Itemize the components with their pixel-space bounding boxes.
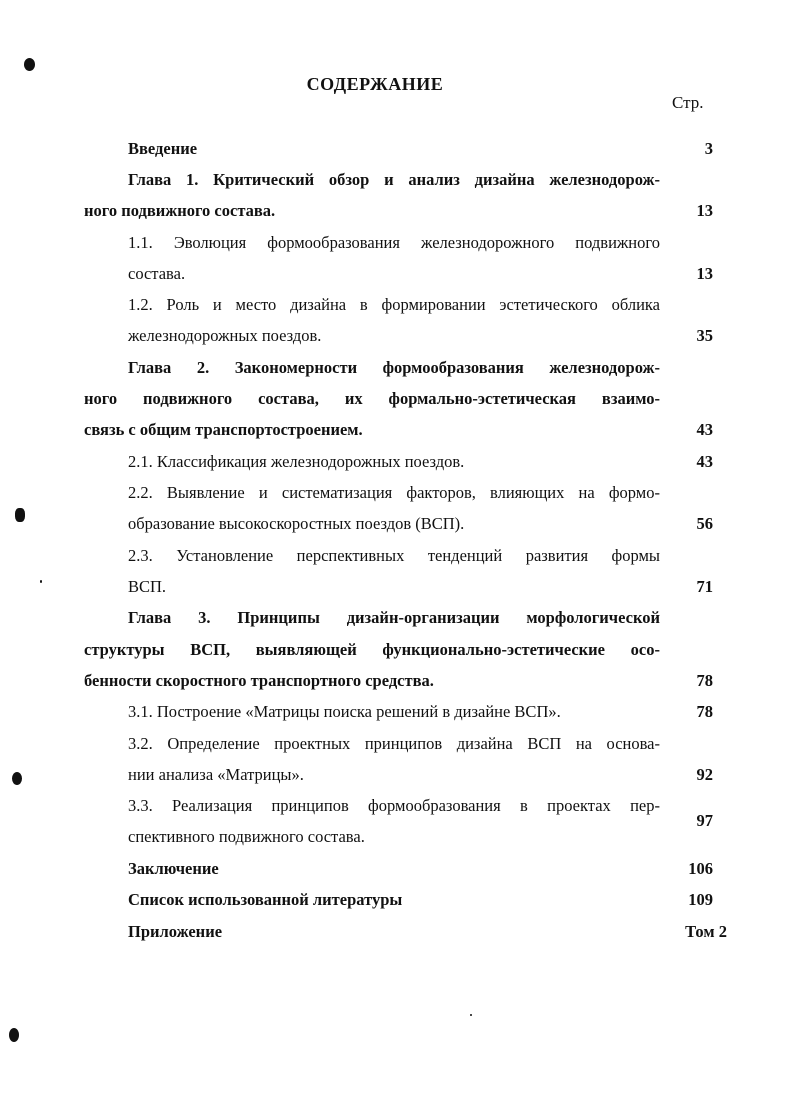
- toc-page-number: 13: [696, 264, 713, 283]
- toc-page-number: 13: [696, 201, 713, 220]
- toc-entry-line: спективного подвижного состава.: [128, 827, 365, 846]
- toc-entry-line: Глава 3. Принципы дизайн-организации морфологической: [128, 608, 660, 627]
- scan-speck: [12, 772, 22, 785]
- toc-entry-line: связь с общим транспортостроением.: [84, 420, 363, 439]
- scan-speck: [40, 580, 42, 583]
- toc-entry-line: нии анализа «Матрицы».: [128, 765, 304, 784]
- toc-entry-line: 2.1. Классификация железнодорожных поездов.: [128, 452, 465, 471]
- toc-page-number: 35: [696, 326, 713, 345]
- toc-entry-line: Глава 2. Закономерности формообразования железнодорож-: [128, 358, 660, 377]
- page-title: СОДЕРЖАНИЕ: [306, 74, 444, 94]
- toc-page-number: 97: [696, 811, 713, 830]
- toc-entry-line: ного подвижного состава, их формально-эстетическая взаимо-: [84, 389, 660, 408]
- toc-entry-line: железнодорожных поездов.: [128, 326, 322, 345]
- toc-entry-line: 1.2. Роль и место дизайна в формировании эстетического облика: [128, 295, 660, 314]
- toc-entry-line: структуры ВСП, выявляющей функционально-эстетические осо-: [84, 640, 660, 659]
- toc-entry-line: Заключение: [128, 859, 219, 878]
- toc-page-number: 71: [696, 577, 713, 596]
- toc-page-number: 43: [696, 420, 713, 439]
- scan-speck: [9, 1028, 19, 1042]
- toc-page-number: 109: [688, 890, 713, 909]
- toc-entry-line: Глава 1. Критический обзор и анализ дизайна железнодорож-: [128, 170, 660, 189]
- toc-entry-line: образование высокоскоростных поездов (ВСП).: [128, 514, 465, 533]
- toc-page-number: 56: [696, 514, 713, 533]
- scan-speck: [24, 58, 35, 71]
- page-column-header: Стр.: [672, 93, 704, 112]
- toc-entry-line: 3.2. Определение проектных принципов дизайна ВСП на основа-: [128, 734, 660, 753]
- toc-page-number: Том 2: [685, 922, 727, 941]
- toc-entry-line: 3.3. Реализация принципов формообразования в проектах пер-: [128, 796, 660, 815]
- toc-entry-line: 3.1. Построение «Матрицы поиска решений в дизайне ВСП».: [128, 702, 561, 721]
- scan-speck: [470, 1014, 472, 1016]
- toc-page-number: 106: [688, 859, 713, 878]
- toc-entry-line: ВСП.: [128, 577, 167, 596]
- toc-entry-line: Приложение: [128, 922, 223, 941]
- toc-entry-line: ного подвижного состава.: [84, 201, 276, 220]
- toc-entry-line: Список использованной литературы: [128, 890, 403, 909]
- toc-entry-line: состава.: [128, 264, 186, 283]
- toc-page-number: 3: [704, 139, 713, 158]
- toc-entry-line: 2.2. Выявление и систематизация факторов, влияющих на формо-: [128, 483, 660, 502]
- toc-entry-line: 1.1. Эволюция формообразования железнодорожного подвижного: [128, 233, 660, 252]
- toc-page-number: 92: [696, 765, 713, 784]
- toc-page-number: 78: [696, 671, 713, 690]
- toc-page-number: 43: [696, 452, 713, 471]
- scan-speck: [15, 508, 25, 522]
- toc-entry-line: бенности скоростного транспортного средства.: [84, 671, 434, 690]
- toc-entry-line: 2.3. Установление перспективных тенденций развития формы: [128, 546, 660, 565]
- toc-page-number: 78: [696, 702, 713, 721]
- toc-entry-line: Введение: [128, 139, 198, 158]
